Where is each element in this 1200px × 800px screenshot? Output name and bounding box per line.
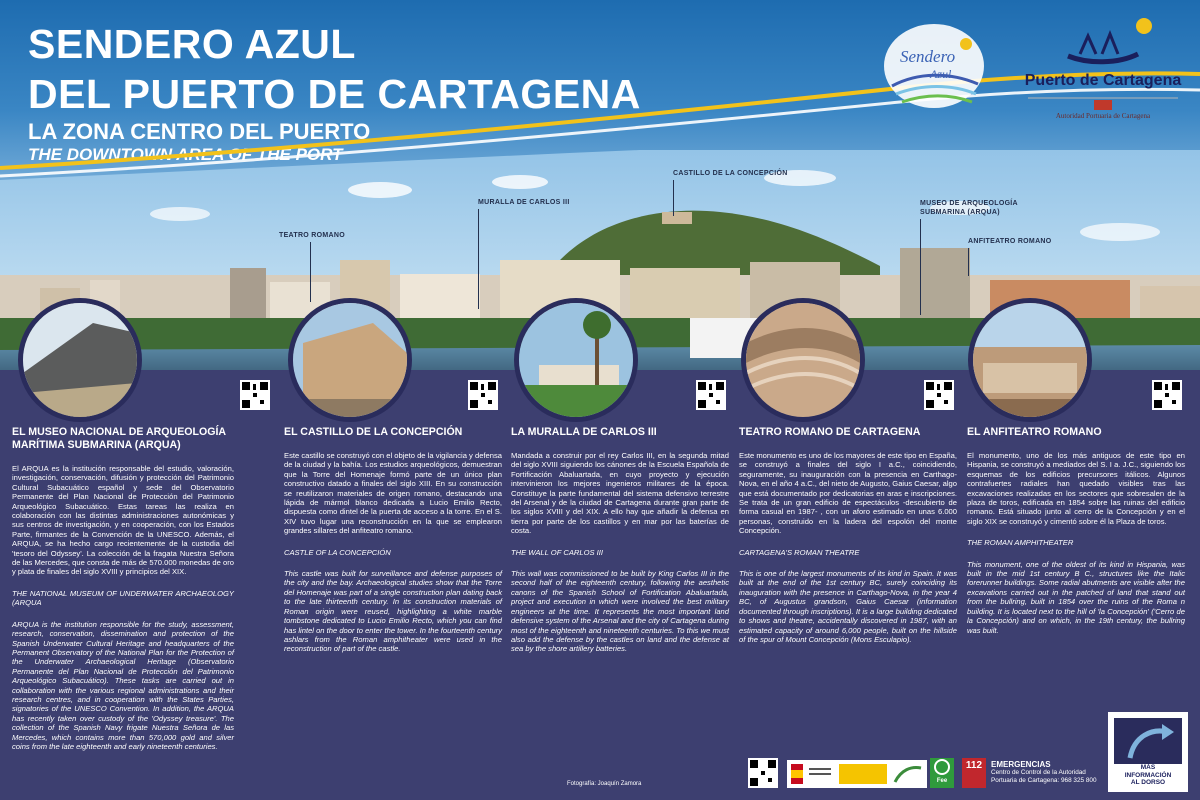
port-authority: Autoridad Portuaria de Cartagena — [1055, 112, 1151, 120]
leader-line — [310, 242, 311, 302]
fee-logo — [930, 758, 954, 788]
logo-area — [868, 10, 1194, 122]
more-info-sign — [1108, 712, 1188, 792]
emergency-line-2: Portuaria de Cartagena: 968 325 800 — [991, 776, 1097, 784]
column-text-en: This is one of the largest monuments of its kind in Spain. It was built at the end of the 1st century BC, surely coinciding its inauguration with the presence in Carthago-Nova, in the year 4 BC, of Augustus grandson, Gaius Caesar (information documented through inscriptions). It is a large building dedicated to shows and theatre, accidentally discovered in 1987, with an estimated capacity of around 6,000 people, built on the hillside of the spur of Mount Concepción (Mons Esculapio). — [739, 569, 957, 644]
qr-code — [468, 380, 498, 410]
leader-line — [920, 219, 921, 315]
column-title-en: THE ROMAN AMPHITHEATER — [967, 538, 1074, 548]
column-text-en: This wall was commissioned to be built by King Carlos III in the second half of the eighteenth century, following the aesthetic canons of the Spanish School of Fortification Abaluartada, project and execution in which were involved the best military engineers at the time. It represents the most important land defensive system of the Arsenal and the city of Cartagena during most of the eighteenth and nineteenth centuries. To this we must also add the defense by the castles on land and the defense at sea by the shore artillery batteries. — [511, 569, 729, 654]
sendero-azul-logo — [878, 14, 990, 114]
column-text-en: This monument, one of the oldest of its kind in Hispania, was built in the mid 1st century B C., structures like the Italic forerunner buildings. Some radial abutments are visible after the excavations carried out in the patched of land that stand out from the bullring, built in 1854 over the ruins of the Roma n building. It is located next to the hill of 'la Concepción' ('Cerro de la Concepción) and on which, in the 19th century, the bullring was built. — [967, 559, 1185, 635]
port-name: Puerto de Cartagena — [1024, 72, 1182, 89]
label-muralla: MURALLA DE CARLOS III — [478, 199, 570, 206]
leader-line — [968, 248, 969, 276]
title-line-1: SENDERO AZUL — [28, 21, 356, 67]
column-text-es: Este castillo se construyó con el objeto de la vigilancia y defensa de la ciudad y la bahía. Los estudios arqueológicos, demuestran que la Torre del Homenaje formó parte de un único plan constructivo datado a finales del siglo XIII. En su construcción se reutilizaron materiales de origen romano, destacando una lápida de mármol blanco dedicada a Lucio Emilio Recto, dispuesta como dintel de la puerta de acceso a la torre. En el S. XIV tuvo lugar una reconstrucción en la que se emplearon grandes sillares del anfiteatro romano. — [284, 451, 502, 536]
photo-anfiteatro — [968, 298, 1092, 422]
column-teatro — [739, 426, 957, 644]
qr-code — [748, 758, 778, 788]
column-title-en: THE NATIONAL MUSEUM OF UNDERWATER ARCHAEOLOGY (ARQUA — [12, 588, 234, 608]
port-logo — [1018, 14, 1188, 122]
more-info-line-1: MÁS — [1140, 764, 1156, 771]
column-title: LA MURALLA DE CARLOS III — [511, 426, 657, 438]
column-title: EL MUSEO NACIONAL DE ARQUEOLOGÍA MARÍTIMA SUBMARINA (ARQUA) — [12, 426, 226, 451]
qr-code — [1152, 380, 1182, 410]
azul-word: Azul — [930, 67, 952, 81]
column-text-es: Este monumento es uno de los mayores de este tipo en España, se construyó a finales del siglo I a.C., coincidiendo, seguramente, su inauguración con la presencia en Carthago-Nova, en el año 4 a.C., del nieto de Augusto, Gaius Caesar, algo que está documentado por dedicatorias en aras e inscripciones. Se trata de un gran edificio de espectáculos -descubierto de forma casual en 1987- , con un aforo estimado en unas 6.000 personas, construido en la ladera del espolón del monte Concepción. — [739, 451, 957, 536]
photo-arqua-museum — [18, 298, 142, 422]
label-teatro-romano: TEATRO ROMANO — [279, 232, 345, 239]
column-title: EL CASTILLO DE LA CONCEPCIÓN — [284, 426, 463, 438]
column-anfiteatro — [967, 426, 1185, 635]
column-text-es: El ARQUA es la institución responsable del estudio, valoración, investigación, conservación, difusión y protección del Patrimonio Cultural Subacuático español y sede del Observatorio Permanente del Plan Nacional de Protección del Patrimonio Arqueológico Subacuático. Estas tareas las realiza en colaboración con las distintas administraciones autonómicas y sus centros de investigación, y en cooperación, con los Estados Parte, firmantes de la Convención de la UNESCO. Además, el ARQUA, se ha hecho cargo recientemente de la custodia del 'tesoro del Odyssey'. La colección de la fragata Nuestra Señora de las Mercedes, que consta de más de 570.000 monedas de oro y plata de finales del siglo XVIII y principios del XIX. — [12, 464, 234, 577]
title-line-2: DEL PUERTO DE CARTAGENA — [28, 71, 641, 117]
label-castillo: CASTILLO DE LA CONCEPCIÓN — [673, 170, 788, 177]
qr-code — [696, 380, 726, 410]
emergency-number: 112 — [965, 760, 983, 771]
fee-label: Fee — [936, 778, 948, 784]
column-text-es: El monumento, uno de los más antiguos de este tipo en Hispania, se construyó a mediados del S. I a. J.C., siguiendo los esquemas de los edificios precursores itálicos. Algunos contrafuertes radiales han quedado visibles tras las excavaciones realizadas en los sectores que sobresalen de la plaza de toros, edificada en 1854 sobre las ruinas del edificio romano. Está situado junto al cerro de la Concepción y en el siglo XIX se construyó y cimentó sobre él la Plaza de toros. — [967, 451, 1185, 526]
more-info-line-3: AL DORSO — [1130, 779, 1166, 786]
emergency-info — [991, 760, 1097, 784]
column-castillo — [284, 426, 502, 654]
more-info-arrow-panel — [1114, 718, 1182, 764]
subtitle-spanish: LA ZONA CENTRO DEL PUERTO — [28, 119, 371, 144]
more-info-label — [1108, 764, 1188, 787]
qr-code — [240, 380, 270, 410]
column-muralla — [511, 426, 729, 654]
column-title-en: CASTLE OF LA CONCEPCIÓN — [284, 547, 391, 557]
sponsor-logos — [787, 760, 927, 788]
subtitle-english: THE DOWNTOWN AREA OF THE PORT — [28, 145, 343, 164]
label-museo-1: MUSEO DE ARQUEOLOGÍA — [920, 200, 1018, 207]
label-museo-2: SUBMARINA (ARQUA) — [920, 209, 1000, 216]
photo-credit: Fotografía: Joaquín Zamora — [567, 781, 642, 787]
photo-teatro-romano — [741, 298, 865, 422]
photo-castillo — [288, 298, 412, 422]
qr-code — [924, 380, 954, 410]
leader-line — [673, 180, 674, 216]
leader-line — [478, 209, 479, 309]
more-info-line-2: INFORMACIÓN — [1124, 771, 1172, 779]
column-text-en: ARQUA is the institution responsible for the study, assessment, research, conservation, dissemination and protection of the Spanish Underwater Cultural Heritage and headquarters of the Permanent Observatory of the National Plan for the Protection of the Underwater Archaeological Heritage (Observatorio Permanente del Plan Nacional de Protección del Patrimonio Arqueológico Subacuático). These tasks are carried out in collaboration with the various regional administrations and their research centres, and in cooperation with the States Parties, signatories of the UNESCO Convention. In addition, the ARQUA has recently taken over custody of the 'Odyssey treasure'. The collection of the Spanish Navy frigate Nuestra Señora de las Mercedes, which contains more than 570,000 gold and silver coins from the late eighteenth and early nineteenth centuries. — [12, 619, 234, 751]
emergency-title: EMERGENCIAS — [991, 760, 1051, 769]
column-title-en: CARTAGENA'S ROMAN THEATRE — [739, 547, 860, 557]
column-title-en: THE WALL OF CARLOS III — [511, 547, 603, 557]
sendero-word: Sendero — [900, 47, 956, 66]
column-title: TEATRO ROMANO DE CARTAGENA — [739, 426, 921, 438]
column-arqua — [12, 426, 234, 751]
photo-muralla — [514, 298, 638, 422]
label-anfiteatro: ANFITEATRO ROMANO — [968, 238, 1052, 245]
emergency-line-1: Centro de Control de la Autoridad — [991, 769, 1086, 776]
column-text-es: Mandada a construir por el rey Carlos III, en la segunda mitad del siglo XVIII siguiendo los cánones de la Escuela Española de Fortificación Abaluartada, en cuyo proyecto y ejecución intervinieron los mejores ingenieros militares de la época. Constituye la parte fundamental del sistema defensivo terrestre del Arsenal y de la ciudad de Cartagena durante gran parte de los siglos XVIII y del XIX. A ello hay que añadir la defensa en tierra por parte de los castillos y en mar por las baterías de costa. — [511, 451, 729, 536]
column-title: EL ANFITEATRO ROMANO — [967, 426, 1102, 438]
emergency-112-logo — [962, 758, 986, 788]
column-text-en: This castle was built for surveillance and defense purposes of the city and the bay. Archaeological studies show that the Torre del Homenaje was part of a single construction plan dating back to the late thirteenth century. In its construction materials of Roman origin were reused, highlighting a white marble tombstone dedicated to Lucio Emilio Recto, which you can find has lintel on the door to enter the tower. In the fourteenth century ashlars from the Roman amphitheater were used in the reconstruction of part of the castle. — [284, 569, 502, 654]
